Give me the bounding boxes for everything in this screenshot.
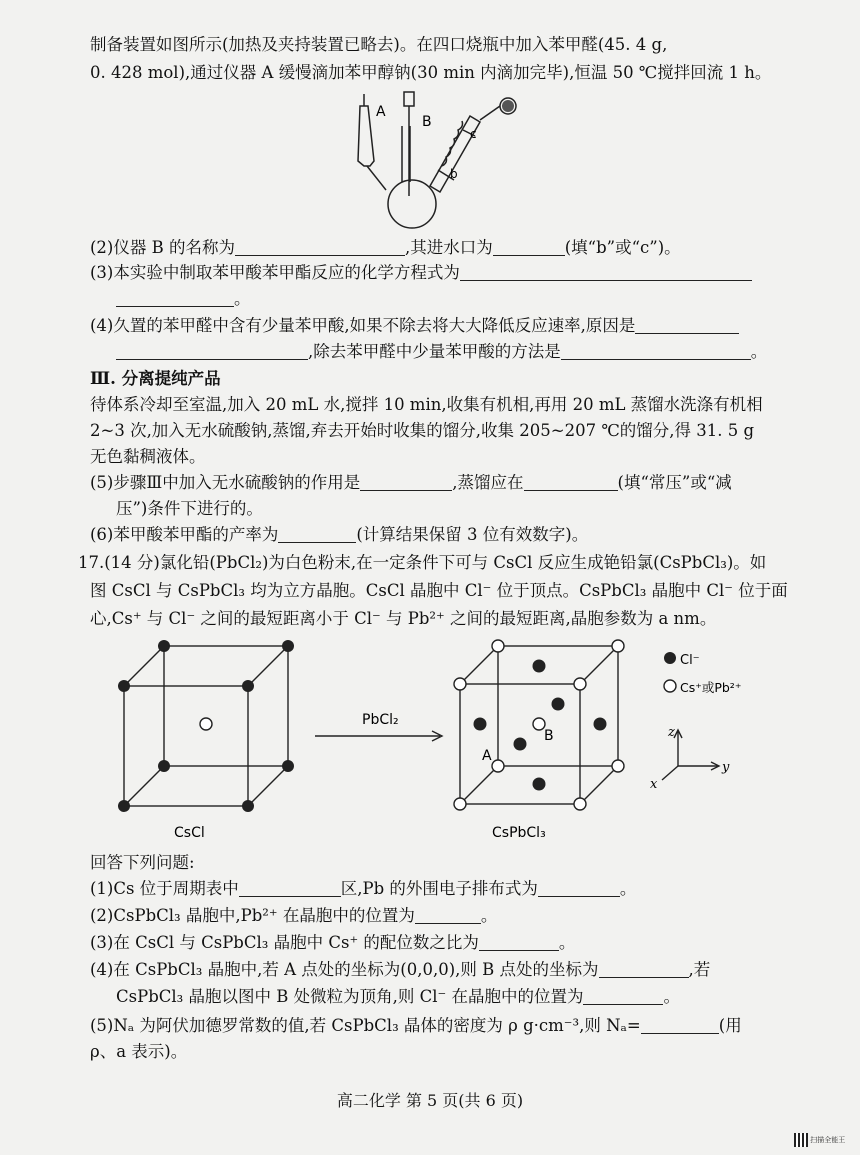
answer-blank[interactable] — [239, 880, 341, 897]
answer-blank[interactable] — [583, 988, 663, 1005]
procedure-line-3: 无色黏稠液体。 — [90, 447, 206, 466]
question-5: (5)步骤Ⅲ中加入无水硫酸钠的作用是 ,蒸馏应在 (填“常压”或“减 — [90, 473, 732, 492]
answer-blank[interactable] — [524, 474, 618, 491]
apparatus-label-c: c — [470, 127, 477, 141]
answer-blank[interactable] — [415, 907, 481, 924]
point-a-label: A — [482, 748, 492, 764]
answer-blank[interactable] — [360, 474, 452, 491]
legend-dark-label: Cl⁻ — [680, 653, 700, 668]
axis-z-label: z — [668, 725, 675, 740]
sub-question-1: (1)Cs 位于周期表中 区,Pb 的外围电子排布式为 。 — [90, 879, 637, 898]
answer-blank[interactable] — [635, 317, 739, 334]
legend-light-label: Cs⁺或Pb²⁺ — [680, 680, 742, 695]
procedure-line-2: 2~3 次,加入无水硫酸钠,蒸馏,弃去开始时收集的馏分,收集 205~207 ℃的馏分,得 31. 5 g — [90, 421, 755, 440]
section-heading: Ⅲ. 分离提纯产品 — [90, 369, 221, 388]
answer-blank[interactable] — [561, 343, 751, 360]
question-6: (6)苯甲酸苯甲酯的产率为 (计算结果保留 3 位有效数字)。 — [90, 525, 589, 544]
question-5-cont: 压”)条件下进行的。 — [116, 499, 263, 518]
scanner-watermark: 扫描全能王 — [794, 1133, 852, 1149]
answer-blank[interactable] — [278, 526, 356, 543]
sub-question-4: (4)在 CsPbCl₃ 晶胞中,若 A 点处的坐标为(0,0,0),则 B 点处的坐标为 ,若 — [90, 960, 711, 979]
question-17-line-2: 图 CsCl 与 CsPbCl₃ 均为立方晶胞。CsCl 晶胞中 Cl⁻ 位于顶点。CsPbCl₃ 晶胞中 Cl⁻ 位于面 — [90, 581, 788, 600]
cspbcl3-caption: CsPbCl₃ — [492, 825, 546, 841]
sub-question-2: (2)CsPbCl₃ 晶胞中,Pb²⁺ 在晶胞中的位置为 。 — [90, 906, 498, 925]
answer-blank[interactable] — [641, 1017, 719, 1034]
sub-question-4-cont: CsPbCl₃ 晶胞以图中 B 处微粒为顶角,则 Cl⁻ 在晶胞中的位置为 。 — [116, 987, 680, 1006]
apparatus-label-b: b — [450, 167, 458, 181]
answer-blank[interactable] — [460, 264, 752, 281]
procedure-line-1: 待体系冷却至室温,加入 20 mL 水,搅拌 10 min,收集有机相,再用 20 mL 蒸馏水洗涤有机相 — [90, 395, 763, 414]
question-17-line-1: 17.(14 分)氯化铅(PbCl₂)为白色粉末,在一定条件下可与 CsCl 反应生成铯铅氯(CsPbCl₃)。如 — [78, 553, 767, 572]
crystal-cells-figure — [100, 636, 800, 851]
question-4: (4)久置的苯甲醛中含有少量苯甲酸,如果不除去将大大降低反应速率,原因是 — [90, 315, 739, 337]
answer-blank[interactable] — [235, 239, 405, 256]
prompt-text: 回答下列问题: — [90, 853, 195, 872]
sub-question-3: (3)在 CsCl 与 CsPbCl₃ 晶胞中 Cs⁺ 的配位数之比为 。 — [90, 933, 576, 952]
question-17-line-3: 心,Cs⁺ 与 Cl⁻ 之间的最短距离小于 Cl⁻ 与 Pb²⁺ 之间的最短距离,晶胞参数为 a nm。 — [90, 609, 717, 628]
answer-blank[interactable] — [493, 239, 565, 256]
question-3: (3)本实验中制取苯甲酸苯甲酯反应的化学方程式为 — [90, 262, 752, 284]
answer-blank[interactable] — [116, 290, 234, 307]
qr-code-icon — [794, 1133, 808, 1147]
sub-question-5: (5)Nₐ 为阿伏加德罗常数的值,若 CsPbCl₃ 晶体的密度为 ρ g·cm⁻³,则 Nₐ= (用 — [90, 1016, 742, 1035]
intro-line-1: 制备装置如图所示(加热及夹持装置已略去)。在四口烧瓶中加入苯甲醛(45. 4 g, — [90, 35, 668, 54]
intro-line-2: 0. 428 mol),通过仪器 A 缓慢滴加苯甲醇钠(30 min 内滴加完毕),恒温 50 ℃搅拌回流 1 h。 — [90, 63, 772, 82]
cscl-caption: CsCl — [174, 825, 205, 841]
apparatus-figure — [330, 86, 530, 236]
axis-y-label: y — [722, 760, 730, 775]
question-3-cont: 。 — [116, 288, 251, 310]
apparatus-label-A: A — [376, 104, 386, 120]
page-footer: 高二化学 第 5 页(共 6 页) — [336, 1091, 524, 1110]
apparatus-label-B: B — [422, 114, 432, 130]
answer-blank[interactable] — [116, 343, 308, 360]
point-b-label: B — [544, 728, 554, 744]
axis-x-label: x — [650, 777, 658, 792]
answer-blank[interactable] — [479, 934, 559, 951]
question-4-cont: ,除去苯甲醛中少量苯甲酸的方法是 。 — [116, 341, 767, 363]
question-2: (2)仪器 B 的名称为 ,其进水口为 (填“b”或“c”)。 — [90, 238, 681, 257]
answer-blank[interactable] — [538, 880, 620, 897]
arrow-label: PbCl₂ — [362, 712, 399, 728]
sub-question-5-cont: ρ、a 表示)。 — [90, 1042, 188, 1061]
answer-blank[interactable] — [599, 961, 689, 978]
